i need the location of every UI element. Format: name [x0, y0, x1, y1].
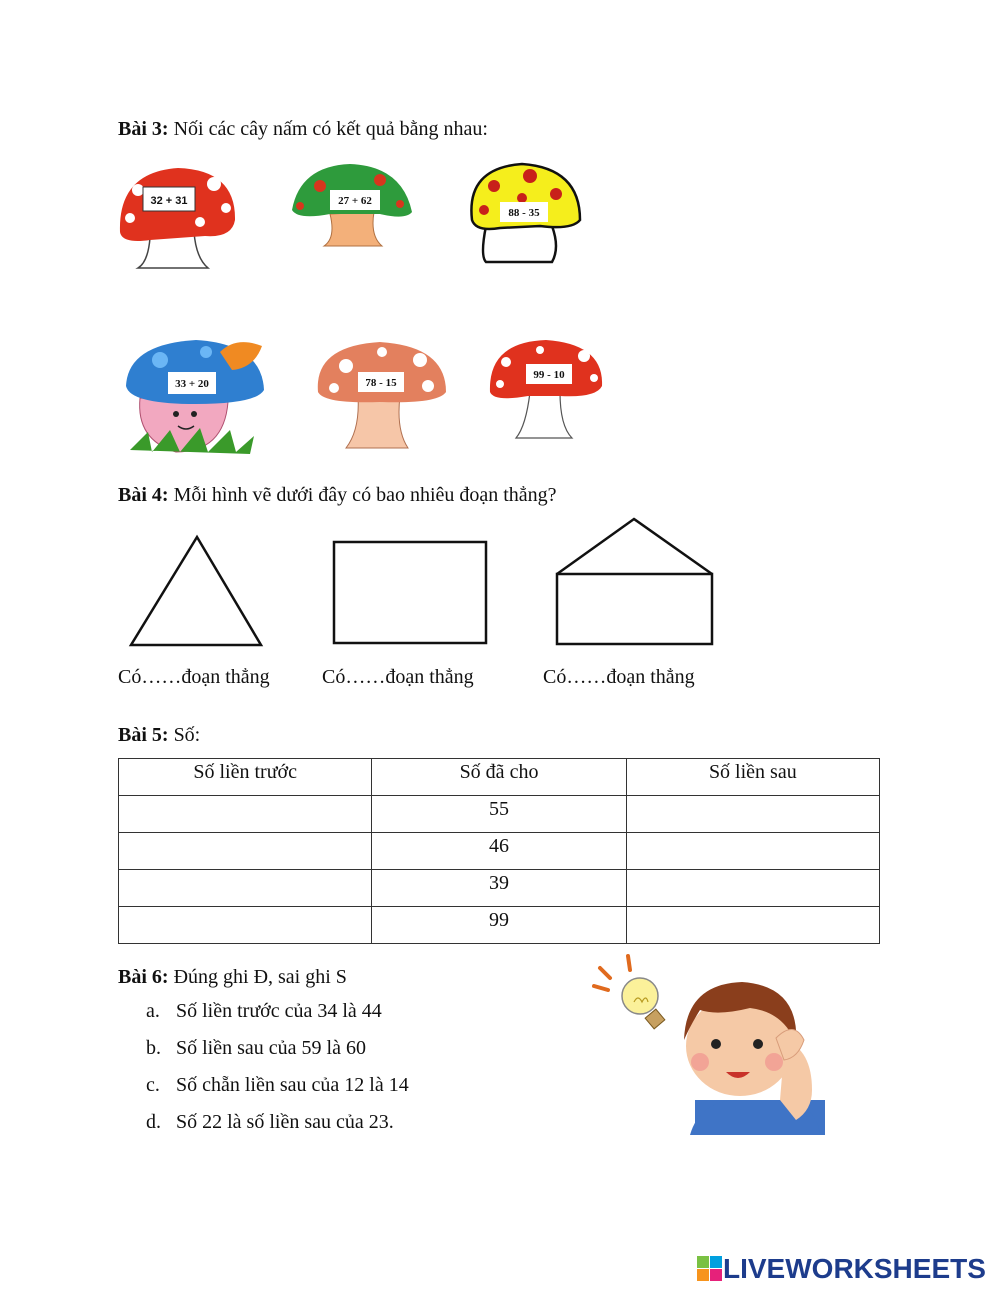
- bai6-heading: [118, 966, 347, 989]
- bai4-shapes: [0, 510, 1000, 660]
- bai4-label: Bài 4:: [118, 484, 169, 506]
- liveworksheets-logo-text: LIVEWORKSHEETS: [723, 1253, 986, 1284]
- mushroom-5[interactable]: [318, 342, 446, 448]
- caption-house: Có……đoạn thẳng: [543, 666, 695, 688]
- next-answer-cell[interactable]: [626, 796, 879, 833]
- table-header-row: [119, 759, 880, 796]
- table-row: [119, 870, 880, 907]
- bai4-heading: [118, 484, 557, 507]
- mushroom-1-label: 32 + 31: [150, 195, 188, 207]
- next-answer-cell[interactable]: [626, 907, 879, 944]
- lightbulb-icon: [622, 978, 665, 1029]
- mushroom-1[interactable]: [120, 168, 235, 268]
- table-row: [119, 833, 880, 870]
- mushroom-6-label: 99 - 10: [533, 369, 565, 381]
- bai4-instruction: Mỗi hình vẽ dưới đây có bao nhiêu đoạn thẳng?: [168, 484, 557, 506]
- mushroom-2-label: 27 + 62: [338, 195, 372, 207]
- triangle-shape: [131, 537, 261, 645]
- mushroom-5-label: 78 - 15: [365, 377, 397, 389]
- mushroom-3-label: 88 - 35: [508, 207, 540, 219]
- previous-answer-cell[interactable]: [119, 870, 372, 907]
- bai6-list: [146, 1000, 409, 1148]
- caption-triangle: Có……đoạn thẳng: [118, 666, 270, 688]
- table-row: [119, 907, 880, 944]
- bai3-instruction: Nối các cây nấm có kết quả bằng nhau:: [168, 118, 488, 140]
- bai5-heading: [118, 724, 200, 747]
- bai5-label: Bài 5:: [118, 724, 169, 746]
- bai6-label: Bài 6:: [118, 966, 169, 988]
- next-answer-cell[interactable]: [626, 870, 879, 907]
- liveworksheets-logo-icon: [697, 1256, 723, 1282]
- list-item[interactable]: a. Số liền trước của 34 là 44: [146, 1000, 382, 1022]
- idea-rays: [594, 956, 630, 990]
- house-shape: [557, 519, 712, 644]
- mushroom-4[interactable]: [126, 340, 264, 454]
- girl-lightbulb-illustration: [590, 950, 825, 1135]
- given-number-cell: 55: [372, 796, 626, 833]
- liveworksheets-logo: [697, 1252, 986, 1286]
- next-answer-cell[interactable]: [626, 833, 879, 870]
- table-row: [119, 796, 880, 833]
- list-item[interactable]: b. Số liền sau của 59 là 60: [146, 1037, 366, 1059]
- mushroom-3[interactable]: [471, 164, 580, 262]
- bai5-instruction: Số:: [168, 724, 201, 746]
- mushroom-6[interactable]: [490, 340, 602, 438]
- previous-answer-cell[interactable]: [119, 796, 372, 833]
- header-previous: Số liền trước: [119, 759, 372, 796]
- header-next: Số liền sau: [626, 759, 879, 796]
- previous-answer-cell[interactable]: [119, 833, 372, 870]
- rectangle-shape: [334, 542, 486, 643]
- number-table: [118, 758, 880, 944]
- previous-answer-cell[interactable]: [119, 907, 372, 944]
- given-number-cell: 46: [372, 833, 626, 870]
- list-item[interactable]: c. Số chẵn liền sau của 12 là 14: [146, 1074, 409, 1096]
- list-item[interactable]: d. Số 22 là số liền sau của 23.: [146, 1111, 394, 1133]
- header-given: Số đã cho: [372, 759, 626, 796]
- bai6-instruction: Đúng ghi Đ, sai ghi S: [168, 966, 347, 988]
- mushroom-4-label: 33 + 20: [175, 378, 209, 390]
- given-number-cell: 39: [372, 870, 626, 907]
- mushroom-illustrations: [0, 0, 1000, 470]
- given-number-cell: 99: [372, 907, 626, 944]
- bai3-label: Bài 3:: [118, 118, 169, 140]
- mushroom-2[interactable]: [292, 164, 412, 246]
- caption-rectangle: Có……đoạn thẳng: [322, 666, 474, 688]
